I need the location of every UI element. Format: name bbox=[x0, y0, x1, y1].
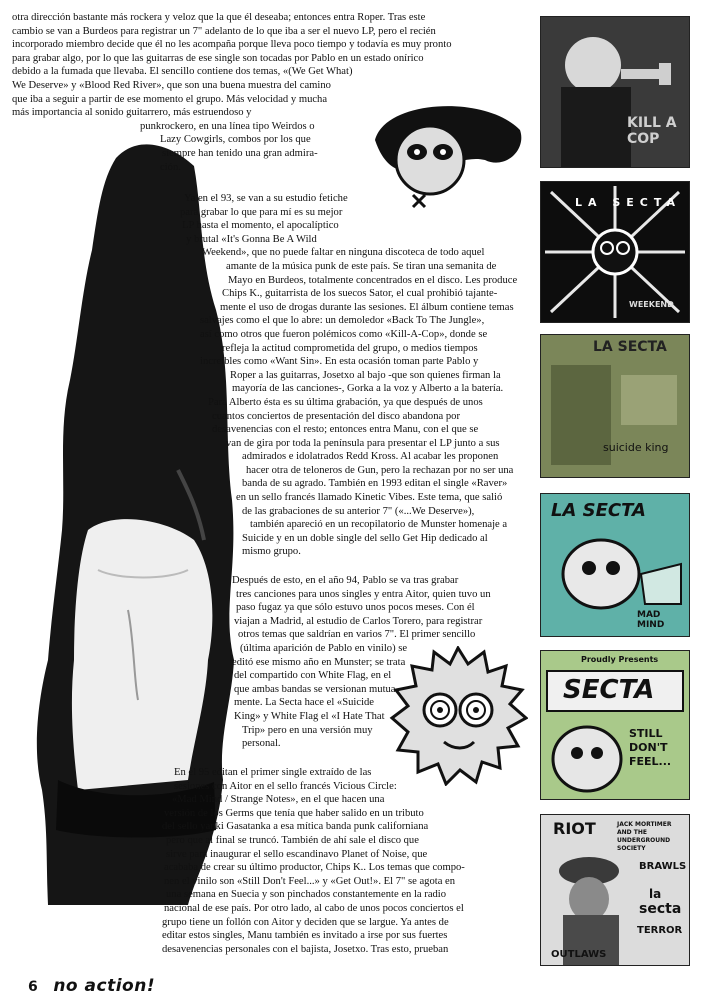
text-line: Para Alberto ésta es su última grabación, ya que después de unos bbox=[208, 396, 483, 408]
text-line: así como otros que fueron polémicos como «Kill-A-Cop», donde se bbox=[200, 328, 488, 340]
text-line: hacer otra de teloneros de Gun, pero la rechazan por no ser una bbox=[246, 464, 514, 476]
text-line: nacional de ese país. Por otro lado, al cabo de unos pocos conciertos el bbox=[164, 902, 464, 914]
text-line: Chips K., guitarrista de los suecos Sator, el cual prohibió tajante- bbox=[222, 288, 498, 300]
paragraph-1995 bbox=[12, 766, 524, 956]
text-line: Ya en el 93, se van a su estudio fetiche bbox=[184, 193, 348, 204]
sleeve-6-secta: secta bbox=[639, 901, 682, 917]
text-line: tres canciones para unos singles y entra Aitor, quien tuvo un bbox=[236, 588, 491, 600]
text-line: acababa de crear su último productor, Chips K.. Los temas que compo- bbox=[164, 862, 465, 874]
text-line: King» y White Flag el «I Hate That bbox=[234, 710, 385, 722]
sleeve-6-outlaws: OUTLAWS bbox=[551, 949, 607, 960]
text-line: (última aparición de Pablo en vinilo) se bbox=[240, 642, 408, 654]
sleeve-6-side: JACK MORTIMER AND THE UNDERGROUND SOCIETY bbox=[617, 821, 672, 852]
page-number: 6 bbox=[28, 979, 38, 995]
text-line: van de gira por toda la península para presentar el LP junto a sus bbox=[226, 437, 500, 449]
text-line: una semana en Suecia y son pinchados constantemente en la radio bbox=[166, 889, 447, 901]
sleeve-3-title: LA SECTA bbox=[593, 339, 667, 355]
text-line: punkrockero, en una línea tipo Weirdos o bbox=[140, 120, 315, 132]
text-line: En el 95 editan el primer single extraído de las bbox=[174, 767, 372, 778]
paragraph-1994 bbox=[12, 574, 524, 751]
sleeve-5-title: SECTA bbox=[563, 675, 655, 705]
text-line: otros temas que saldrían en varios 7". El primer sencillo bbox=[238, 629, 476, 641]
text-line: cuantos conciertos de presentación del disco abandona por bbox=[212, 410, 460, 422]
sleeve-6-la: la bbox=[649, 887, 662, 901]
text-line: LP hasta el momento, el apocalíptico bbox=[182, 220, 339, 232]
record-sleeve-spiral bbox=[540, 181, 690, 323]
text-line: de las grabaciones de su anterior 7" («...We Deserve»), bbox=[242, 505, 475, 517]
text-line: que ambas bandas se versionan mutua- bbox=[234, 683, 400, 695]
text-line: sesiones con Aitor en el sello francés Vicious Circle: bbox=[174, 780, 397, 792]
text-line: salvajes como el que lo abre: un demoledor «Back To The Jungle», bbox=[200, 315, 485, 327]
sleeve-6-brawls: BRAWLS bbox=[639, 861, 687, 872]
sleeve-4-title: LA SECTA bbox=[551, 500, 646, 521]
text-line: Lazy Cowgirls, combos por los que bbox=[160, 134, 311, 146]
text-line: pero que al final se truncó. También de ahí sale el disco que bbox=[166, 834, 419, 846]
text-line: increíbles como «Want Sin». En esta ocasión toman parte Pablo y bbox=[200, 356, 479, 368]
text-line: mayoría de las canciones-, Gorka a la voz y Alberto a la batería. bbox=[232, 383, 504, 395]
record-sleeve-still-dont-feel bbox=[540, 650, 690, 800]
text-line: «Mad Mind / Strange Notes», en el que hacen una bbox=[172, 794, 385, 806]
text-line: mente. La Secta hace el «Suicide bbox=[234, 697, 375, 709]
record-sleeve-suicide-king bbox=[540, 334, 690, 478]
text-line: grupo tiene un follón con Aitor y deciden que se largue. Ya antes de bbox=[162, 916, 449, 928]
text-line: paso fugaz ya que sólo estuvo unos pocos meses. Con él bbox=[236, 602, 475, 614]
text-line: Roper a las guitarras, Josetxo al bajo -que son quienes firman la bbox=[230, 369, 501, 381]
record-sleeve-kill-a-cop bbox=[540, 16, 690, 168]
sleeve-2-sub: WEEKEND bbox=[629, 300, 674, 309]
text-line: Weekend», que no puede faltar en ninguna discoteca de todo aquel bbox=[202, 247, 485, 259]
sleeve-6-top: RIOT bbox=[553, 819, 596, 838]
text-line: sirve para inaugurar el sello escandinavo Planet of Noise, que bbox=[166, 848, 428, 860]
text-line: Después de esto, en el año 94, Pablo se va tras grabar bbox=[232, 575, 459, 586]
text-line: para grabar algo, por lo que las guitarras de ese single son tocadas por Pablo en un estado onírico bbox=[12, 52, 424, 64]
sleeve-6-terror: TERROR bbox=[637, 925, 683, 936]
text-line: desavenencias personales con el bajista, Josetxo. Tras esto, prueban bbox=[162, 943, 449, 955]
text-line: viajan a Madrid, al estudio de Carlos Torero, para registrar bbox=[234, 615, 483, 627]
text-line: del compartido con White Flag, en el bbox=[234, 670, 392, 682]
text-line: para grabar lo que para mí es su mejor bbox=[180, 206, 343, 218]
text-line: también apareció en un recopilatorio de Munster homenaje a bbox=[250, 519, 508, 531]
text-line: del sello yanki Gasatanka a esa mítica banda punk californiana bbox=[162, 821, 429, 833]
text-line: refleja la actitud comprometida del grupo, o medios tiempos bbox=[222, 342, 478, 354]
text-line: Trip» pero en una versión muy bbox=[242, 724, 373, 736]
text-line: admirados e idolatrados Redd Kross. Al acabar les proponen bbox=[242, 451, 499, 463]
record-sleeve-mad-mind bbox=[540, 493, 690, 637]
sleeve-3-sub: suicide king bbox=[603, 441, 669, 454]
text-line: banda de su agrado. También en 1993 editan el single «Raver» bbox=[242, 478, 508, 490]
sleeve-1-text: KILL A COP bbox=[627, 115, 677, 147]
text-line: Mayo en Burdeos, totalmente concentrados en el disco. Les produce bbox=[228, 274, 518, 286]
text-line: que iba a seguir a partir de ese momento el grupo. Más velocidad y mucha bbox=[12, 93, 328, 105]
text-line: más importancia al sonido guitarrero, más estruendoso y bbox=[12, 107, 252, 119]
text-line: editó ese mismo año en Munster; se trata bbox=[232, 656, 406, 668]
text-line: y brutal «It's Gonna Be A Wild bbox=[186, 233, 317, 245]
text-line: debido a la fumada que llevaba. El sencillo contiene dos temas, «(We Get What) bbox=[12, 66, 353, 78]
paragraph-intro bbox=[12, 11, 524, 174]
text-line: personal. bbox=[242, 738, 281, 750]
sleeve-5-sub: STILL DON'T FEEL... bbox=[629, 727, 672, 768]
magazine-title: no action! bbox=[53, 976, 156, 996]
text-line: ción. bbox=[160, 161, 181, 173]
cartoon-face-icon bbox=[541, 651, 689, 799]
sleeve-5-proudly: Proudly Presents bbox=[581, 655, 659, 664]
text-line: nen el vinilo son «Still Don't Feel...» y «Get Out!». El 7" se agota en bbox=[164, 875, 456, 887]
text-line: desavenencias con el resto; entonces entra Manu, con el que se bbox=[212, 424, 479, 436]
text-line: mente el uso de drogas durante las sesiones. El álbum contiene temas bbox=[220, 301, 514, 313]
text-line: otra dirección bastante más rockera y veloz que la que él deseaba; entonces entra Roper. Tras este bbox=[12, 12, 426, 23]
text-line: incorporado miembro decide que él no les acompaña porque lleva poco tiempo y todavía es muy pronto bbox=[12, 39, 452, 51]
text-line: editar estos singles, Manu también es invitado a irse por sus fuertes bbox=[162, 930, 448, 942]
sleeve-2-title: LA SECTA bbox=[575, 196, 682, 209]
text-line: amante de la música punk de este país. Se tiran una semanita de bbox=[226, 260, 497, 272]
text-line: en un sello francés llamado Kinetic Vibes. Este tema, que salió bbox=[236, 492, 503, 504]
photo-icon bbox=[541, 335, 689, 477]
record-sleeve-riot bbox=[540, 814, 690, 966]
text-line: siempre han tenido una gran admira- bbox=[162, 147, 318, 159]
paragraph-1993 bbox=[12, 192, 524, 559]
text-line: mismo grupo. bbox=[242, 546, 301, 558]
sleeve-4-sub: MAD MIND bbox=[637, 610, 665, 630]
text-line: We Deserve» y «Blood Red River», que son una buena muestra del camino bbox=[12, 79, 331, 91]
text-line: Suicide y en un doble single del sello Get Hip dedicado al bbox=[242, 532, 488, 544]
text-line: cambio se van a Burdeos para registrar un 7" adelanto de lo que iba a ser el nuevo LP, pero el recién bbox=[12, 25, 436, 37]
page-footer bbox=[28, 976, 155, 996]
text-line: versión de los Germs que tenía que haber salido en un tributo bbox=[164, 807, 424, 819]
